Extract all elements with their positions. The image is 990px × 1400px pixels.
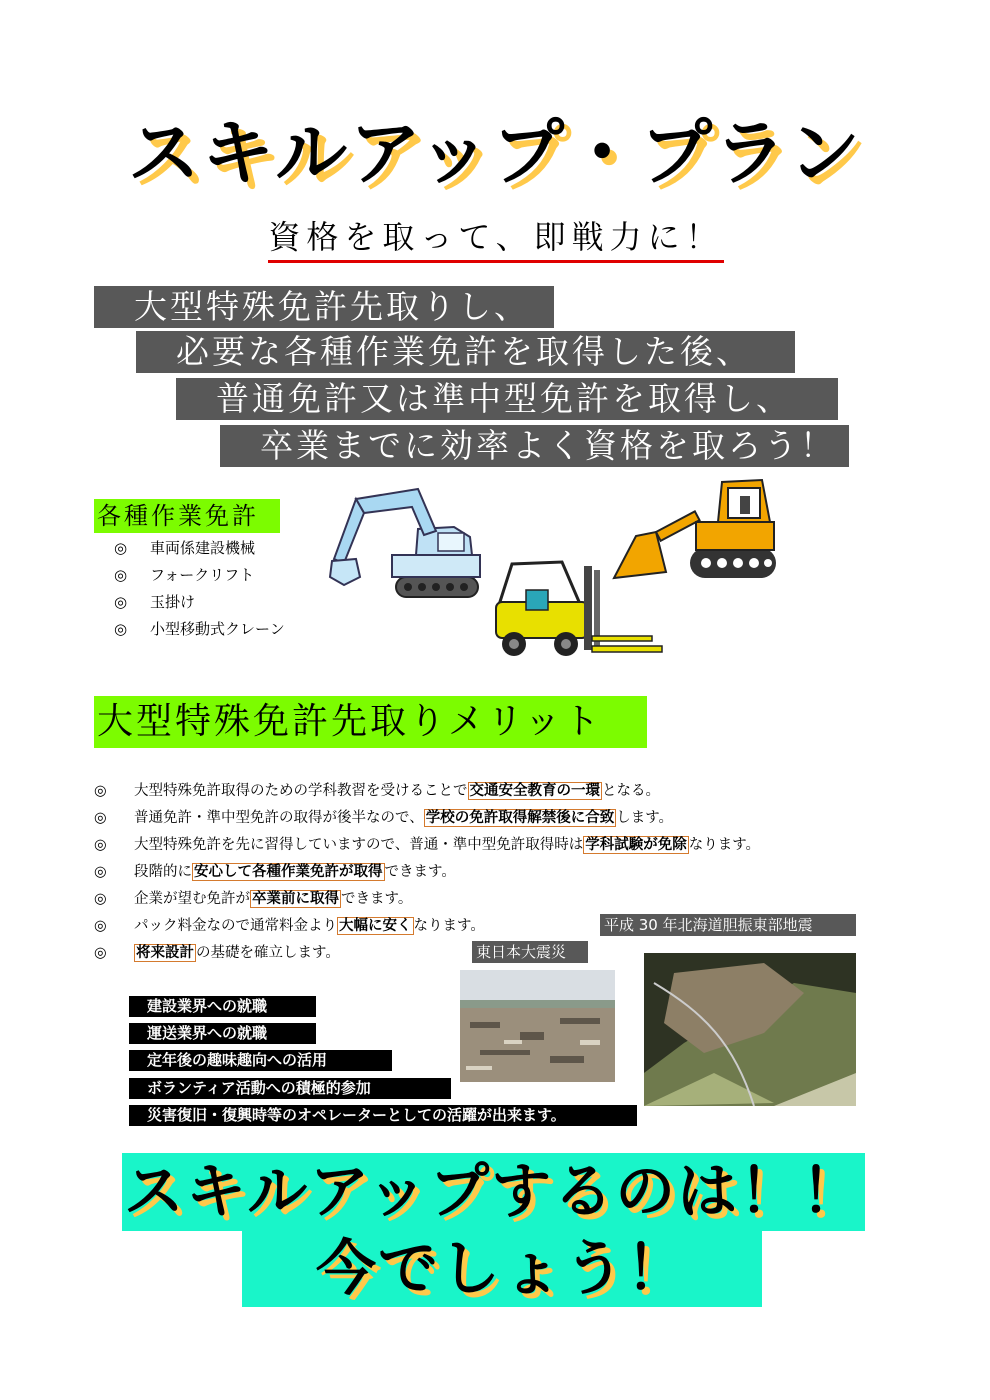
merit-item [94,888,412,910]
merit-text: 大型特殊免許を先に習得していますので、普通・準中型免許取得時は [134,837,584,853]
benefit-chip: 災害復旧・復興時等のオペレーターとしての活躍が出来ます。 [129,1105,637,1126]
east-japan-disaster-photo [460,970,615,1082]
merit-item [94,915,485,937]
merit-highlight: 将来設計 [136,945,194,961]
bullet-icon: ◎ [94,918,107,934]
merit-highlight: 学校の免許取得解禁後に合致 [425,810,615,826]
intro-line-2: 必要な各種作業免許を取得した後、 [136,331,795,373]
hokkaido-disaster-photo [644,953,856,1106]
bullet-icon: ◎ [114,593,128,611]
bullet-icon: ◎ [114,566,128,584]
license-item [114,565,254,585]
merit-text: 大型特殊免許取得のための学科教習を受けることで [134,783,468,799]
license-label: 小型移動式クレーン [150,620,285,638]
bullet-icon: ◎ [94,837,107,853]
license-item [114,538,255,558]
merit-highlight: 大幅に安く [339,918,412,934]
license-label: フォークリフト [150,566,255,584]
page-subtitle: 資格を取って、即戦力に！ [268,212,724,263]
bullet-icon: ◎ [94,945,107,961]
excavator-icon [326,485,486,613]
merit-text: なります。 [688,837,761,853]
merit-item [94,807,673,829]
intro-line-1: 大型特殊免許先取りし、 [94,286,554,328]
license-item [114,619,285,639]
merit-text: します。 [616,810,674,826]
merit-highlight: 卒業前に取得 [252,891,339,907]
hokkaido-photo-caption: 平成 30 年北海道胆振東部地震 [600,914,856,936]
merit-highlight: 安心して各種作業免許が取得 [194,864,383,880]
benefit-chip: 運送業界への就職 [129,1023,316,1044]
bullet-icon: ◎ [114,620,128,638]
east-japan-photo-caption: 東日本大震災 [472,941,588,963]
license-item [114,592,195,612]
benefit-chip: 建設業界への就職 [129,996,316,1017]
intro-line-3: 普通免許又は準中型免許を取得し、 [176,378,838,420]
merit-text: 企業が望む免許が [134,891,250,907]
bullet-icon: ◎ [94,783,107,799]
merit-item [94,834,760,856]
merit-text: なります。 [413,918,485,934]
page-title: スキルアップ・プラン [127,111,863,195]
merit-text: できます。 [341,891,413,907]
bullet-icon: ◎ [94,810,107,826]
merit-text: できます。 [384,864,456,880]
loader-icon [612,474,777,584]
license-label: 車両係建設機械 [150,539,256,557]
merit-highlight: 交通安全教育の一環 [469,783,600,799]
licenses-heading: 各種作業免許 [94,499,280,533]
intro-line-4: 卒業までに効率よく資格を取ろう！ [220,425,849,467]
merit-text: 普通免許・準中型免許の取得が後半なので、 [134,810,424,826]
closing-banner-line-2: 今でしょう！ [242,1231,762,1307]
merit-text: となる。 [602,783,660,799]
merit-item [94,780,660,802]
merit-text: 段階的に [134,864,192,880]
bullet-icon: ◎ [94,864,107,880]
benefit-chip: ボランティア活動への積極的参加 [129,1078,451,1099]
closing-banner-line-1: スキルアップするのは！！ [122,1153,865,1231]
merit-text: パック料金なので通常料金より [134,918,337,934]
benefit-chip: 定年後の趣味趣向への活用 [129,1050,392,1071]
merits-heading: 大型特殊免許先取りメリット [94,696,647,748]
merit-highlight: 学科試験が免除 [585,837,687,853]
merit-text: の基礎を確立します。 [196,945,340,961]
bullet-icon: ◎ [94,891,107,907]
merit-item [94,861,456,883]
license-label: 玉掛け [150,593,196,611]
bullet-icon: ◎ [114,539,128,557]
merit-item [94,942,340,964]
